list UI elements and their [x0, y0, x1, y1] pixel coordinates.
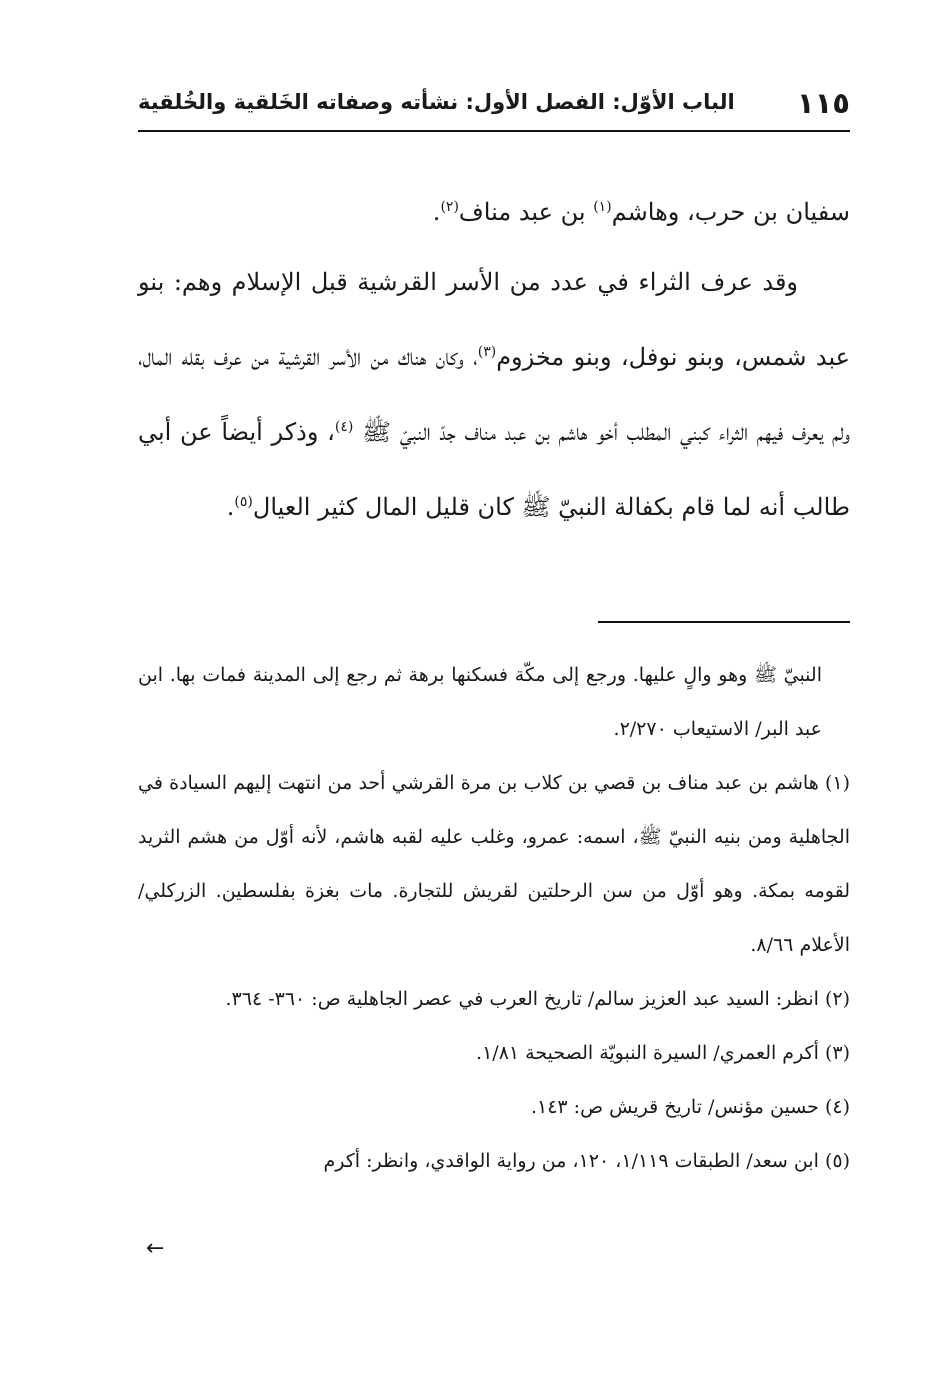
text-run: بن عبد مناف: [458, 198, 594, 226]
footnote-ref-4[interactable]: (٤): [334, 419, 354, 435]
running-title: الباب الأوّل: الفصل الأول: نشأته وصفاته الخَلقية والخُلقية: [138, 90, 735, 114]
footnote-text: أكرم العمري/ السيرة النبويّة الصحيحة ١/٨١.: [476, 1042, 819, 1064]
main-text: [138, 172, 850, 542]
footnote-number: (٢): [824, 988, 850, 1010]
footnote-2: [138, 972, 850, 1026]
header-rule: [138, 130, 850, 132]
page-header: [138, 86, 850, 130]
footnote-4: [138, 1080, 850, 1134]
footnote-number: (١): [824, 772, 850, 794]
footnote-ref-3[interactable]: (٣): [477, 344, 497, 360]
footnote-text: حسين مؤنس/ تاريخ قريش ص: ١٤٣.: [530, 1096, 819, 1118]
footnote-text: هاشم بن عبد مناف بن قصي بن كلاب بن مرة القرشي أحد من انتهت إليهم السيادة في الجاهلية ومن بنيه النبيّ ﷺ، اسمه: عمرو، وغلب عليه لقبه هاشم، لأنه أوّل من هشم الثريد لقومه بمكة. وهو أوّل من سن الرحلتين لقريش للتجارة. مات بغزة بفلسطين. الزركلي/ الأعلام ٨/٦٦.: [138, 772, 850, 956]
footnote-ref-5[interactable]: (٥): [234, 494, 253, 510]
footnote-5: [138, 1134, 850, 1188]
footnote-number: (٥): [824, 1150, 850, 1172]
paragraph-2: [138, 247, 850, 542]
footnote-3: [138, 1026, 850, 1080]
footnotes: [138, 648, 850, 1188]
paragraph-1: [138, 172, 850, 247]
footnote-text: انظر: السيد عبد العزيز سالم/ تاريخ العرب في عصر الجاهلية ص: ٣٦٠- ٣٦٤.: [225, 988, 819, 1010]
footnote-1: [138, 756, 850, 972]
footnote-carry-over: النبيّ ﷺ وهو والٍ عليها. ورجع إلى مكّة فسكنها برهة ثم رجع إلى المدينة فمات بها. ابن عبد البر/ الاستيعاب ٢/٢٧٠.: [138, 664, 822, 740]
page-number: ١١٥: [796, 86, 850, 120]
footnote-number: (٤): [824, 1096, 850, 1118]
text-run: .: [226, 493, 235, 521]
footnote-ref-1[interactable]: (١): [593, 199, 612, 215]
footnote-separator: [598, 621, 850, 623]
text-run: ، وكان هناك من الأسر القرشية من عرف بقله المال، ولم يعرف فيهم الثراء كبني المطلب أخو هاشم بن عبد مناف جدّ النبيّ ﷺ: [138, 343, 851, 446]
footnote-ref-2[interactable]: (٢): [440, 199, 459, 215]
footnote-text: ابن سعد/ الطبقات ١/١١٩، ١٢٠، من رواية الواقدي، وانظر: أكرم: [323, 1150, 819, 1172]
continue-arrow-icon: ←: [146, 1236, 165, 1261]
footnote-number: (٣): [824, 1042, 850, 1064]
text-run: سفيان بن حرب، وهاشم: [611, 198, 850, 226]
text-run: وقد عرف الثراء في عدد من الأسر القرشية قبل الإسلام وهم: بنو عبد شمس، وبنو نوفل، وبنو مخزوم: [138, 268, 851, 371]
text-run: .: [432, 198, 441, 226]
text-run: ، وذكر أيضاً عن أبي طالب أنه لما قام بكفالة النبيّ ﷺ كان قليل المال كثير العيال: [138, 418, 850, 521]
